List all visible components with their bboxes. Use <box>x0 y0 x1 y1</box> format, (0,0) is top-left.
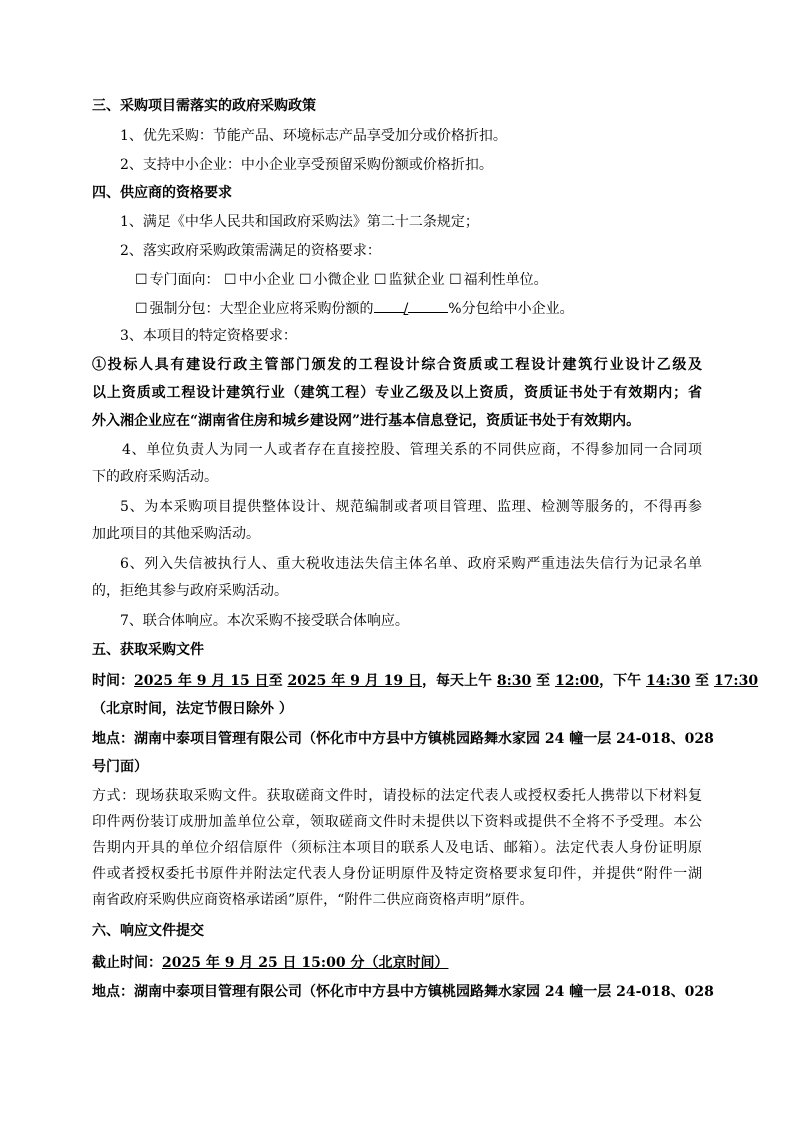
section-5-heading: 五、获取采购文件 <box>92 642 204 658</box>
qualification-item-4-cont: 下的政府采购活动。 <box>92 469 218 485</box>
obtain-place: 地点：湖南中泰项目管理有限公司（怀化市中方县中方镇桃园路舞水家园 24 幢一层 24-018、028 <box>92 731 714 747</box>
policy-item-2: 2、支持中小企业：中小企业享受预留采购份额或价格折扣。 <box>120 157 493 173</box>
qualification-item-3: 3、本项目的特定资格要求： <box>120 328 297 344</box>
option-sme: 中小企业 <box>238 272 295 288</box>
submit-place: 地点：湖南中泰项目管理有限公司（怀化市中方县中方镇桃园路舞水家园 24 幢一层 24-018、028 <box>92 984 714 1000</box>
forced-label: 强制分包：大型企业应将采购份额的 <box>149 301 374 317</box>
pm-word: ，下午 <box>599 673 647 689</box>
checkbox-icon[interactable]: ☐ <box>449 272 462 288</box>
dedicated-options-row <box>135 270 745 290</box>
to-word: 至 <box>690 673 714 689</box>
checkbox-icon[interactable]: ☐ <box>374 272 387 288</box>
end-date: 2025 年 9 月 19 日 <box>287 673 422 689</box>
start-date: 2025 年 9 月 15 日 <box>134 673 269 689</box>
special-req-line: 以上资质或工程设计建筑行业（建筑工程）专业乙级及以上资质，资质证书处于有效期内；省 <box>92 385 702 401</box>
obtain-method-line: 方式：现场获取采购文件。获取磋商文件时，请投标的法定代表人或授权委托人携带以下材料复 <box>92 788 702 804</box>
dedicated-label: 专门面向： <box>149 272 220 288</box>
checkbox-icon[interactable]: ☐ <box>135 301 148 317</box>
forced-tail: %分包给中小企业。 <box>448 301 574 317</box>
pm-start: 14:30 <box>646 673 691 689</box>
policy-item-1: 1、优先采购：节能产品、环境标志产品享受加分或价格折扣。 <box>120 128 507 144</box>
obtain-place-cont: 号门面） <box>92 759 148 775</box>
to-word: 至 <box>531 673 556 689</box>
pm-end: 17:30 <box>713 673 759 689</box>
obtain-method-line: 印件两份装订成册加盖单位公章，领取磋商文件时未提供以下资料或提供不全将不予受理。本公 <box>92 814 702 830</box>
obtain-method-line: 件或者授权委托书原件并附法定代表人身份证明原件及特定资格要求复印件，并提供“附件一湖 <box>92 866 702 882</box>
obtain-method-line: 南省政府采购供应商资格承诺函”原件，“附件二供应商资格声明”原件。 <box>92 892 534 908</box>
time-label: 时间： <box>92 673 134 689</box>
option-micro: 小微企业 <box>313 272 370 288</box>
checkbox-icon[interactable]: ☐ <box>224 272 237 288</box>
obtain-method-line: 告期内开具的单位介绍信原件（须标注本项目的联系人及电话、邮箱）。法定代表人身份证明原 <box>92 840 702 856</box>
deadline-label: 截止时间： <box>92 955 162 971</box>
qualification-item-4: 4、单位负责人为同一人或者存在直接控股、管理关系的不同供应商，不得参加同一合同项 <box>122 442 702 458</box>
to-word: 至 <box>268 673 288 689</box>
special-req-line: ①投标人具有建设行政主管部门颁发的工程设计综合资质或工程设计建筑行业设计乙级及 <box>92 357 702 373</box>
qualification-item-6: 6、列入失信被执行人、重大税收违法失信主体名单、政府采购严重违法失信行为记录名单 <box>120 556 702 572</box>
checkbox-icon[interactable]: ☐ <box>299 272 312 288</box>
forced-subcontract-row <box>135 298 745 319</box>
time-note: （北京时间，法定节假日除外 ） <box>92 701 293 717</box>
blank-field <box>408 298 448 313</box>
qualification-item-1: 1、满足《中华人民共和国政府采购法》第二十二条规定； <box>120 214 479 230</box>
qualification-item-7: 7、联合体响应。本次采购不接受联合体响应。 <box>120 613 409 629</box>
blank-field <box>374 298 404 313</box>
section-3-heading: 三、采购项目需落实的政府采购政策 <box>92 98 316 114</box>
am-end: 12:00 <box>555 673 600 689</box>
daily-word: ，每天上午 <box>422 673 497 689</box>
checkbox-icon[interactable]: ☐ <box>135 272 148 288</box>
forced-slash: / <box>403 301 409 317</box>
obtain-time-row <box>92 671 759 691</box>
am-start: 8:30 <box>496 673 532 689</box>
section-4-heading: 四、供应商的资格要求 <box>92 185 232 201</box>
qualification-item-5-cont: 加此项目的其他采购活动。 <box>92 526 260 542</box>
qualification-item-6-cont: 的，拒绝其参与政府采购活动。 <box>92 583 288 599</box>
qualification-item-5: 5、为本采购项目提供整体设计、规范编制或者项目管理、监理、检测等服务的，不得再参 <box>120 499 702 515</box>
section-6-heading: 六、响应文件提交 <box>92 923 204 939</box>
special-req-line: 外入湘企业应在“湖南省住房和城乡建设网”进行基本信息登记，资质证书处于有效期内。 <box>92 413 641 429</box>
qualification-item-2: 2、落实政府采购政策需满足的资格要求： <box>120 243 381 259</box>
deadline-row <box>92 953 702 973</box>
deadline-value: 2025 年 9 月 25 日 15:00 分（北京时间） <box>162 955 449 971</box>
option-welfare: 福利性单位。 <box>463 272 548 288</box>
option-prison: 监狱企业 <box>388 272 445 288</box>
